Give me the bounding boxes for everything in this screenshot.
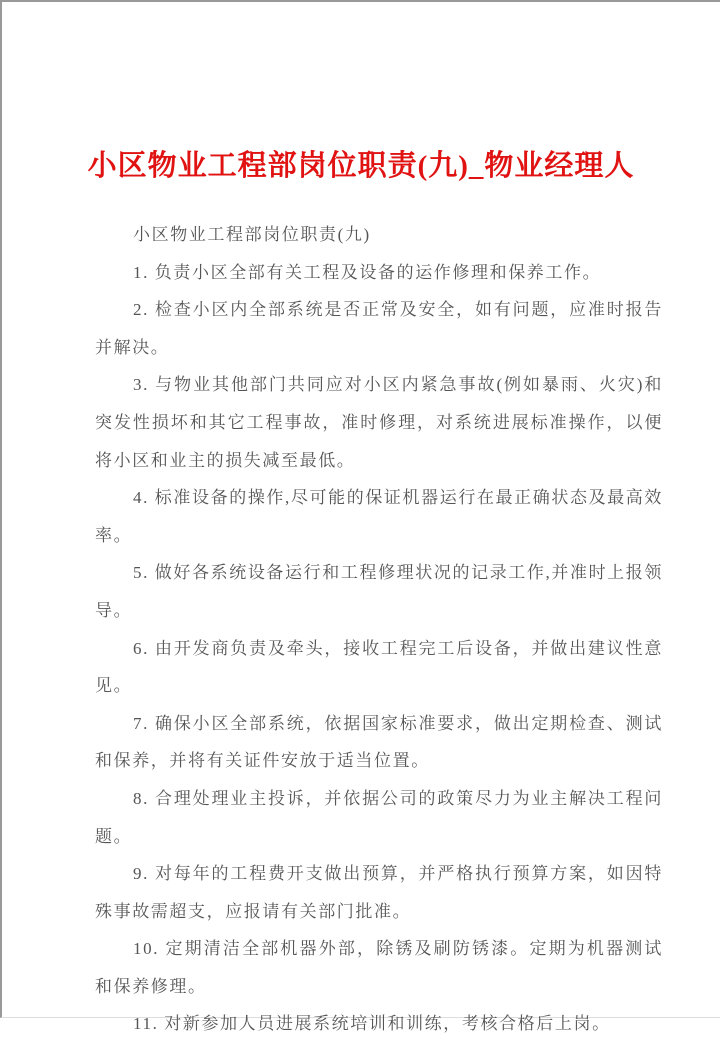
list-item: 1. 负责小区全部有关工程及设备的运作修理和保养工作。 <box>133 262 602 282</box>
list-item: 2. 检查小区内全部系统是否正常及安全，如有问题，应准时报告并解决。 <box>95 300 663 357</box>
list-item: 5. 做好各系统设备运行和工程修理状况的记录工作,并准时上报领导。 <box>95 563 663 620</box>
list-item: 6. 由开发商负责及牵头，接收工程完工后设备，并做出建议性意见。 <box>95 638 663 696</box>
list-item: 8. 合理处理业主投诉，并依据公司的政策尽力为业主解决工程问题。 <box>95 788 663 846</box>
document-body <box>95 216 663 1043</box>
list-item: 9. 对每年的工程费开支做出预算，并严格执行预算方案，如因特殊事故需超支，应报请有关部门批准。 <box>95 864 663 921</box>
list-item: 3. 与物业其他部门共同应对小区内紧急事故(例如暴雨、火灾)和突发性损坏和其它工程事故，准时修理，对系统进展标准操作，以便将小区和业主的损失减至最低。 <box>95 375 663 470</box>
page-title: 小区物业工程部岗位职责(九)_物业经理人 <box>87 150 635 182</box>
doc-heading: 小区物业工程部岗位职责(九) <box>133 225 371 244</box>
list-item: 7. 确保小区全部系统，依据国家标准要求，做出定期检查、测试和保养，并将有关证件安放于适当位置。 <box>95 713 663 771</box>
list-item: 4. 标准设备的操作,尽可能的保证机器运行在最正确状态及最高效率。 <box>95 488 663 545</box>
list-item: 11. 对新参加人员进展系统培训和训练，考核合格后上岗。 <box>133 1014 611 1034</box>
list-item: 10. 定期清洁全部机器外部，除锈及刷防锈漆。定期为机器测试和保养修理。 <box>95 939 663 996</box>
